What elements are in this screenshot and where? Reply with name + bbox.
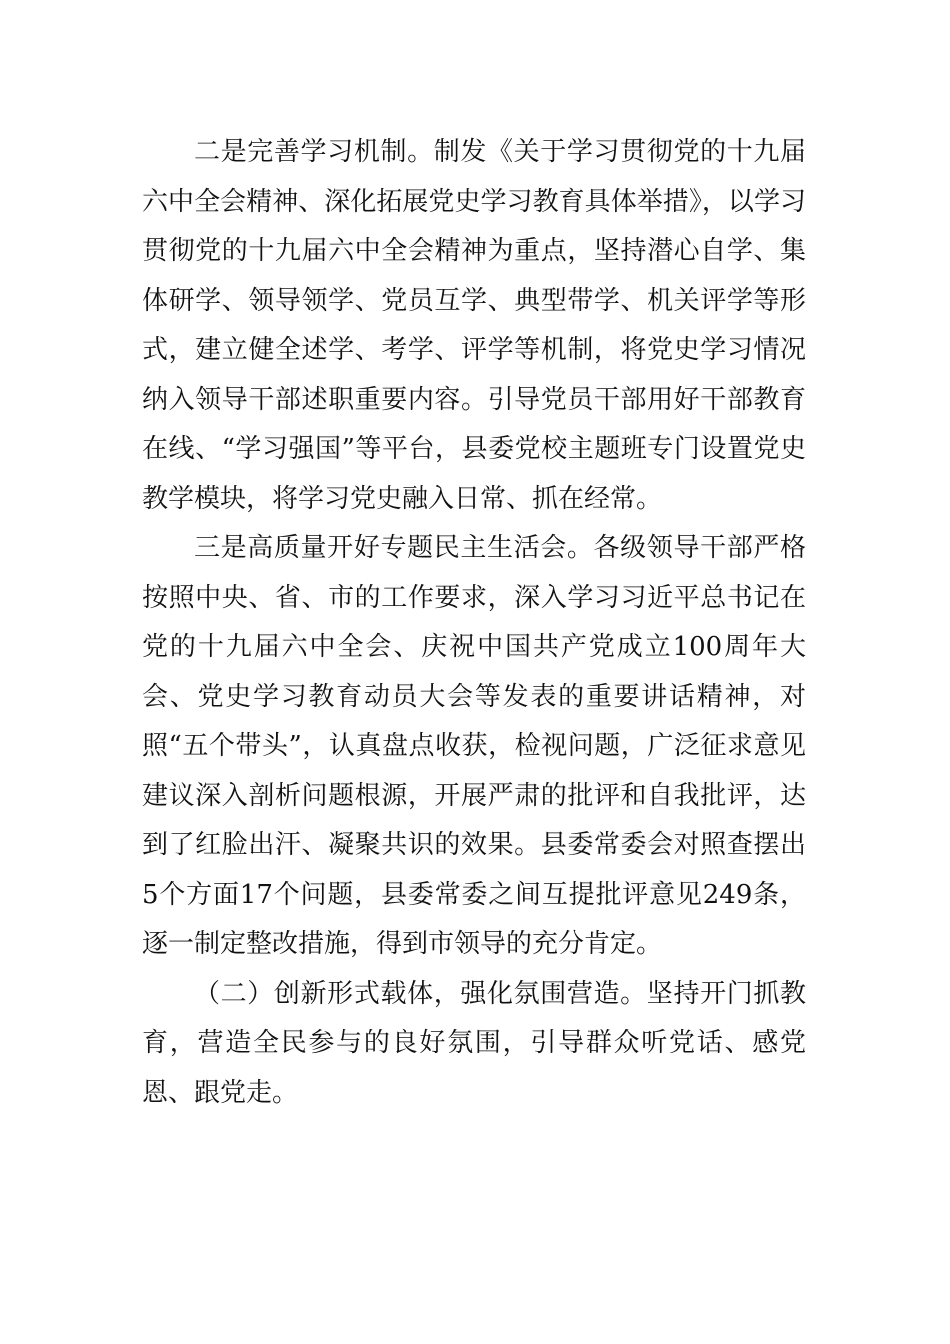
paragraph-democratic-life-meeting: 三是高质量开好专题民主生活会。各级领导干部严格按照中央、省、市的工作要求，深入学习习近平总书记在党的十九届六中全会、庆祝中国共产党成立100周年大会、党史学习教育动员大会等发表的重要讲话精神，对照“五个带头”，认真盘点收获，检视问题，广泛征求意见建议深入剖析问题根源，开展严肃的批评和自我批评，达到了红脸出汗、凝聚共识的效果。县委常委会对照查摆出5个方面17个问题，县委常委之间互提批评意见249条，逐一制定整改措施，得到市领导的充分肯定。 [142,533,806,959]
paragraph-study-mechanism: 二是完善学习机制。制发《关于学习贯彻党的十九届六中全会精神、深化拓展党史学习教育具体举措》，以学习贯彻党的十九届六中全会精神为重点，坚持潜心自学、集体研学、领导领学、党员互学、典型带学、机关评学等形式，建立健全述学、考学、评学等机制，将党史学习情况纳入领导干部述职重要内容。引导党员干部用好干部教育在线、“学习强国”等平台，县委党校主题班专门设置党史教学模块，将学习党史融入日常、抓在经常。 [142,137,806,514]
document-body [142,128,806,1118]
paragraph-innovation-forms: （二）创新形式载体，强化氛围营造。坚持开门抓教育，营造全民参与的良好氛围，引导群众听党话、感党恩、跟党走。 [142,978,806,1108]
